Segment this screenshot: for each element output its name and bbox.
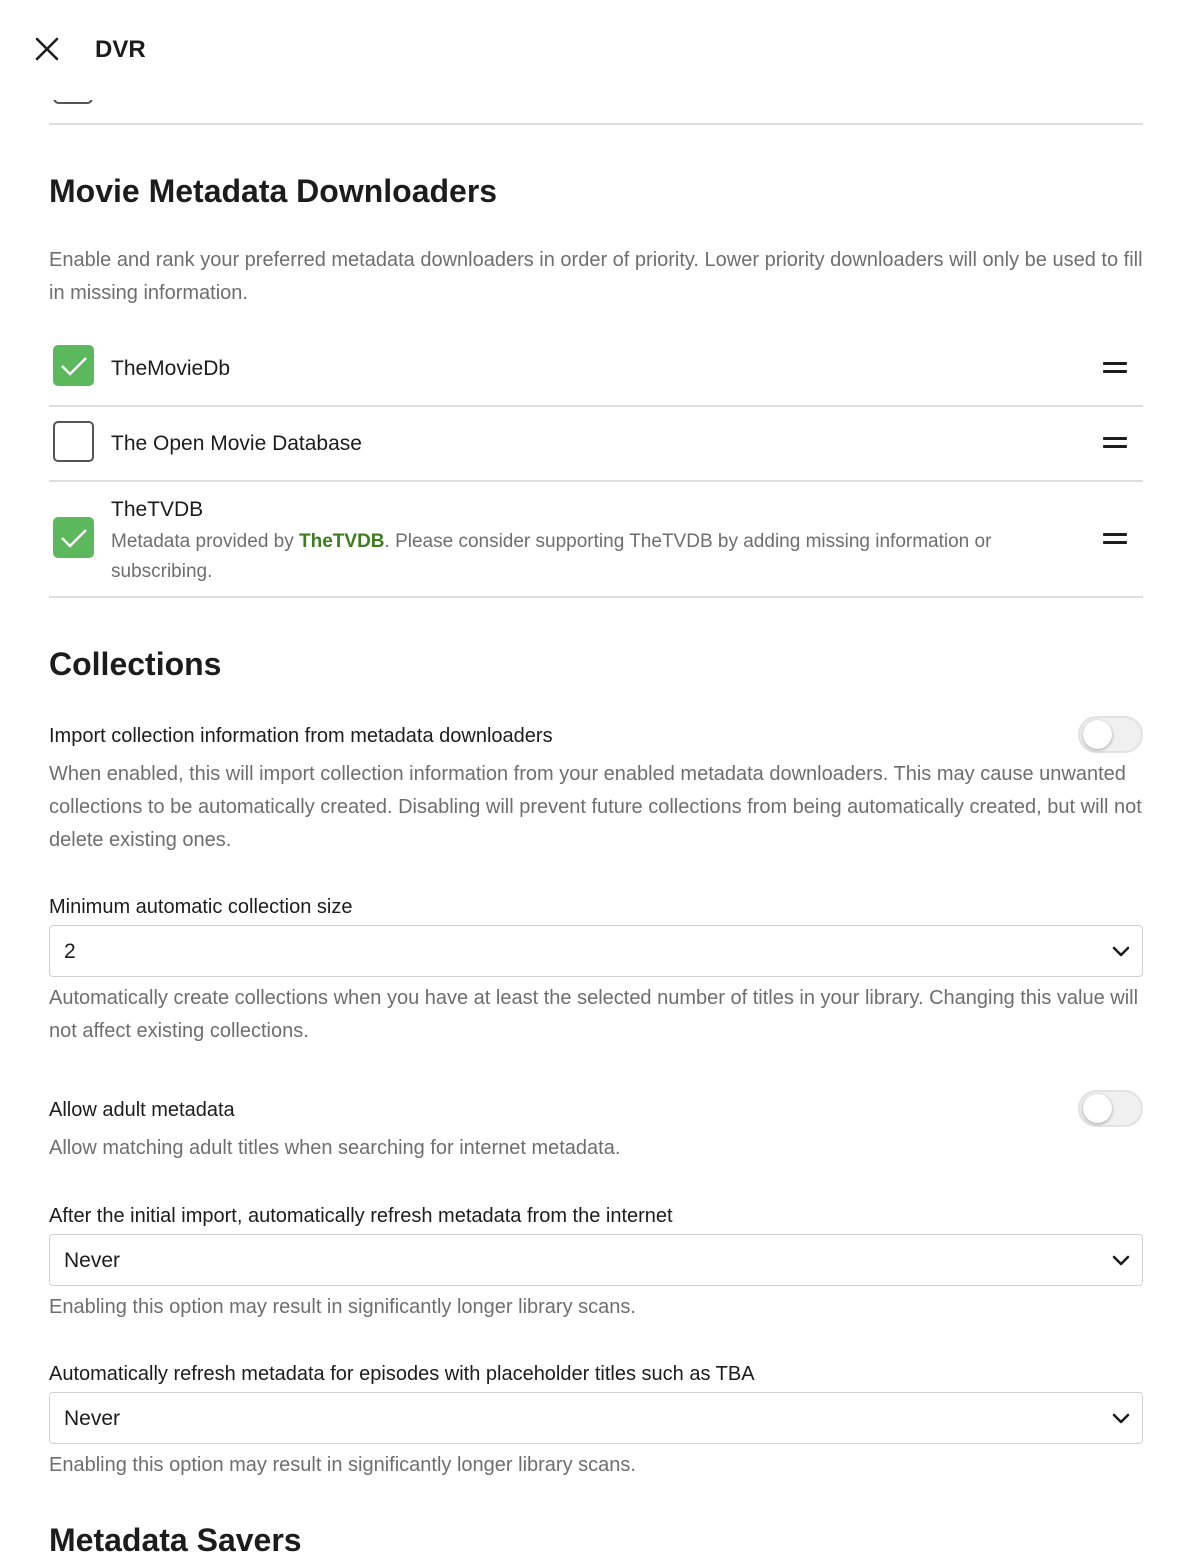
- section-title-movie-downloaders: Movie Metadata Downloaders: [49, 173, 498, 209]
- adult-metadata-label: Allow adult metadata: [49, 1099, 235, 1121]
- import-collections-label: Import collection information from metadata downloaders: [49, 725, 553, 747]
- toggle-knob: [1083, 1094, 1112, 1123]
- refresh-metadata-label: After the initial import, automatically refresh metadata from the internet: [49, 1205, 673, 1227]
- close-icon: [34, 36, 60, 62]
- import-collections-toggle[interactable]: [1078, 716, 1143, 753]
- downloader-name: The Open Movie Database: [111, 432, 362, 455]
- divider: [49, 480, 1143, 482]
- refresh-metadata-select[interactable]: [49, 1234, 1143, 1286]
- drag-handle-icon[interactable]: [1100, 434, 1130, 454]
- placeholder-refresh-select[interactable]: [49, 1392, 1143, 1444]
- note-text: . Please consider supporting TheTVDB by adding missing information or subscribing.: [111, 531, 992, 582]
- movie-downloaders-description: Enable and rank your preferred metadata downloaders in order of priority. Lower priority downloaders will only be used to fill in missing information.: [49, 249, 1143, 304]
- modal-header: [0, 0, 1202, 100]
- placeholder-refresh-description: Enabling this option may result in significantly longer library scans.: [49, 1454, 636, 1476]
- min-collection-size-description: Automatically create collections when you have at least the selected number of titles in your library. Changing this value will not affect existing collections.: [49, 987, 1139, 1042]
- select-value: 2: [64, 940, 76, 963]
- select-value: Never: [64, 1407, 121, 1430]
- divider: [49, 405, 1143, 407]
- section-title-metadata-savers: Metadata Savers: [49, 1522, 302, 1558]
- divider: [49, 596, 1143, 598]
- checkbox-open-movie-database[interactable]: [53, 421, 94, 462]
- toggle-knob: [1083, 720, 1112, 749]
- drag-handle-icon[interactable]: [1100, 530, 1130, 550]
- refresh-metadata-description: Enabling this option may result in significantly longer library scans.: [49, 1296, 636, 1318]
- min-collection-size-label: Minimum automatic collection size: [49, 896, 353, 918]
- adult-metadata-description: Allow matching adult titles when searching for internet metadata.: [49, 1137, 621, 1159]
- section-title-collections: Collections: [49, 646, 222, 682]
- thetvdb-link[interactable]: TheTVDB: [299, 531, 385, 552]
- chevron-down-icon: [1110, 1249, 1132, 1271]
- downloader-name: TheTVDB: [111, 498, 204, 521]
- drag-handle-icon[interactable]: [1100, 359, 1130, 379]
- downloader-note: [111, 527, 1071, 587]
- close-button[interactable]: [30, 32, 64, 66]
- select-value: Never: [64, 1249, 121, 1272]
- adult-metadata-toggle[interactable]: [1078, 1090, 1143, 1127]
- checkbox-thetvdb[interactable]: [53, 517, 94, 558]
- divider: [49, 123, 1143, 125]
- checkbox-themoviedb[interactable]: [53, 345, 94, 386]
- page-title: DVR: [95, 36, 146, 63]
- import-collections-description: When enabled, this will import collection information from your enabled metadata downloaders. This may cause unwanted collections to be automatically created. Disabling will prevent future collections from being automatically created, but will not delete existing ones.: [49, 763, 1142, 851]
- checkmark-icon: [60, 527, 88, 549]
- chevron-down-icon: [1110, 1407, 1132, 1429]
- placeholder-refresh-label: Automatically refresh metadata for episodes with placeholder titles such as TBA: [49, 1363, 755, 1385]
- downloader-name: TheMovieDb: [111, 357, 231, 380]
- min-collection-size-select[interactable]: [49, 925, 1143, 977]
- note-text: Metadata provided by: [111, 531, 300, 552]
- checkmark-icon: [60, 355, 88, 377]
- chevron-down-icon: [1110, 940, 1132, 962]
